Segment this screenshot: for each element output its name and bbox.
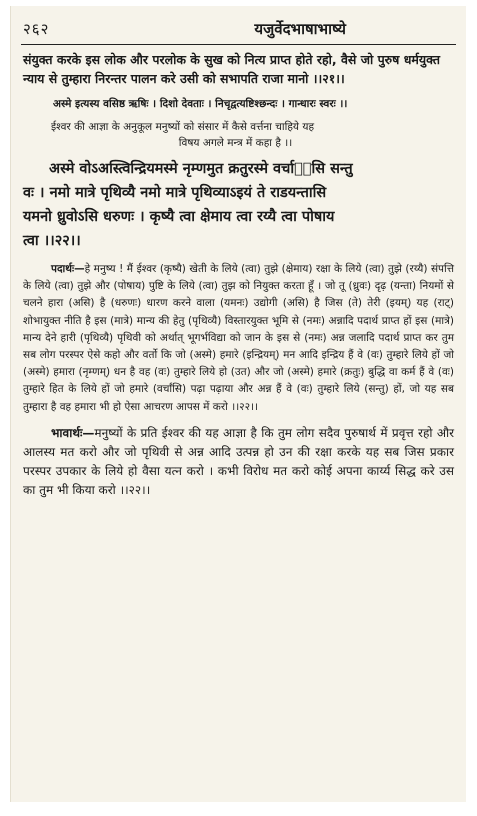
mantra-intro [23,119,454,151]
book-title: यजुर्वेदभाषाभाष्ये [254,20,346,38]
intro-line-2: विषय अगले मन्त्र में कहा है ।। [178,137,293,149]
book-page [10,6,466,802]
padartha-paragraph [23,261,454,416]
padartha-text: हे मनुष्य ! मैं ईश्वर (कृष्यै) खेती के लिये (त्वा) तुझे (क्षेमाय) रक्षा के लिये (त्वा) तुझे (रय्यै) संपत्ति के लिये (त्वा) तुझे और (पोषाय) पुष्टि के लिये (त्वा) तुझ को नियुक्त करता हूँ । जो तू (ध्रुवः) दृढ़ (यन्ता) नियमों से चलने हारा (असि) है (धरुणः) धारण करने वाला (यमनः) उद्योगी (असि) है जिस (ते) तेरी (इयम्) यह (राट्) शोभायुक्त नीति है इस (मात्रे) मान्य की हेतु (पृथिव्यै) विस्तारयुक्त भूमि से (नमः) अन्नादि पदार्थ प्राप्त हों इस (मात्रे) मान्य देने हारी (पृथिव्यै) पृथिवी को अर्थात् भूगर्भविद्या को जान के इस से (नमः) अन्न जलादि पदार्थ प्राप्त कर तुम सब लोग परस्पर ऐसे कहो और वर्तो कि जो (अस्मे) हमारे (इन्द्रियम्) मन आदि इन्द्रिय हैं वे (वः) तुम्हारे लिये हों जो (अस्मे) हमारा (नृम्णम्) धन है वह (वः) तुम्हारे लिये हो (उत) और जो (अस्मे) हमारे (क्रतुः) बुद्धि वा कर्म हैं वे (वः) तुम्हारे हित के लिये हों जो हमारे (वर्चांसि) पढ़ा पढ़ाया और अन्न हैं वे (वः) तुम्हारे लिये (सन्तु) हों, जो यह सब तुम्हारा है वह हमारा भी हो ऐसा आचरण आपस में करो ।।२२।। [23,263,454,413]
mantra-block [23,157,454,253]
mantra-line-1: अस्मे वोऽअस्त्विन्द्रियमस्मे नृम्णमुत क्रतुरस्मे वर्चाᳬंसि सन्तु [49,161,353,177]
mantra-meta: अस्मे इत्यस्य वसिष्ठ ऋषिः । दिशो देवताः । निचृद्वत्यष्टिश्छन्दः । गान्धारः स्वरः ।। [53,98,348,110]
mantra-line-2: वः । नमो मात्रे पृथिव्यै नमो मात्रे पृथिव्याऽइयं ते राडयन्तासि [23,185,327,201]
mantra-line-3: यमनो ध्रुवोऽसि धरुणः । कृष्यै त्वा क्षेमाय त्वा रय्यै त्वा पोषाय [23,209,335,225]
page-header [23,16,456,42]
bhavartha-text: मनुष्यों के प्रति ईश्वर की यह आज्ञा है कि तुम लोग सदैव पुरुषार्थ में प्रवृत्त रहो और आलस्य मत करो और जो पृथिवी से अन्न आदि उत्पन्न हो उन की रक्षा करके यह सब जिस प्रकार परस्पर उपकार के लिये हो वैसा यत्न करो । कभी विरोध मत करो कोई अपना कार्य्य सिद्ध करे उस का तुम भी किया करो ।।२२।। [23,425,454,497]
bhavartha-label: भावार्थः— [51,425,95,440]
intro-line-1: ईश्वर की आज्ञा के अनुकूल मनुष्यों को संसार में कैसे वर्त्तना चाहिये यह [51,121,315,133]
page-content [23,50,454,500]
mantra-line-4: त्वा ।।२२।। [23,233,81,249]
padartha-label: पदार्थः— [51,263,85,275]
page-number: २६२ [23,20,50,38]
bhavartha-paragraph [23,424,454,500]
header-rule [21,44,456,45]
previous-verse-text: संयुक्त करके इस लोक और परलोक के सुख को नित्य प्राप्त होते रहो, वैसे जो पुरुष धर्मयुक्त न्याय से तुम्हारा निरन्तर पालन करे उसी को सभापति राजा मानो ।।२१।। [23,52,440,86]
